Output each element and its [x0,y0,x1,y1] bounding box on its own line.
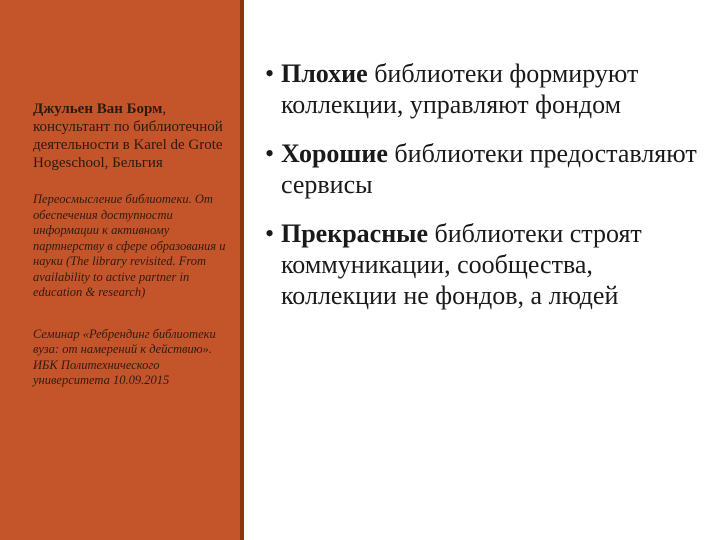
bullet-item-good [265,138,705,200]
author-description: , консультант по библиотечной деятельности в Karel de Grote Hogeschool, Бельгия [33,101,223,171]
paper-note: Переосмысление библиотеки. От обеспечения доступности информации к активному партнерству в сфере образования и науки (The library revisited. From availability to active partner in education & research) [33,192,226,299]
bullet-item-excellent [265,218,705,311]
left-content [33,100,228,415]
author-credit [33,100,228,172]
bullet-text [281,218,705,311]
bullet-item-bad [265,58,705,120]
bullet-text [281,138,705,200]
seminar-note: Семинар «Ребрендинг библиотеки вуза: от намерений к действию». ИБК Политехнического университета 10.09.2015 [33,326,216,387]
bullet-marker: • [265,219,275,248]
divider-stripe [240,0,244,540]
author-name: Джульен Ван Борм [33,101,163,117]
bullet-body: библиотеки строят коммуникации, сообщества, коллекции не фондов, а людей [281,219,642,310]
bullet-marker: • [265,59,275,88]
bullet-text [281,58,705,120]
bullet-keyword: Хорошие [281,139,388,168]
bullet-body: библиотеки предоставляют сервисы [281,139,697,199]
main-content [265,58,705,329]
bullet-keyword: Прекрасные [281,219,429,248]
bullet-keyword: Плохие [281,59,368,88]
bullet-marker: • [265,139,275,168]
bullet-body: библиотеки формируют коллекции, управляют фондом [281,59,639,119]
